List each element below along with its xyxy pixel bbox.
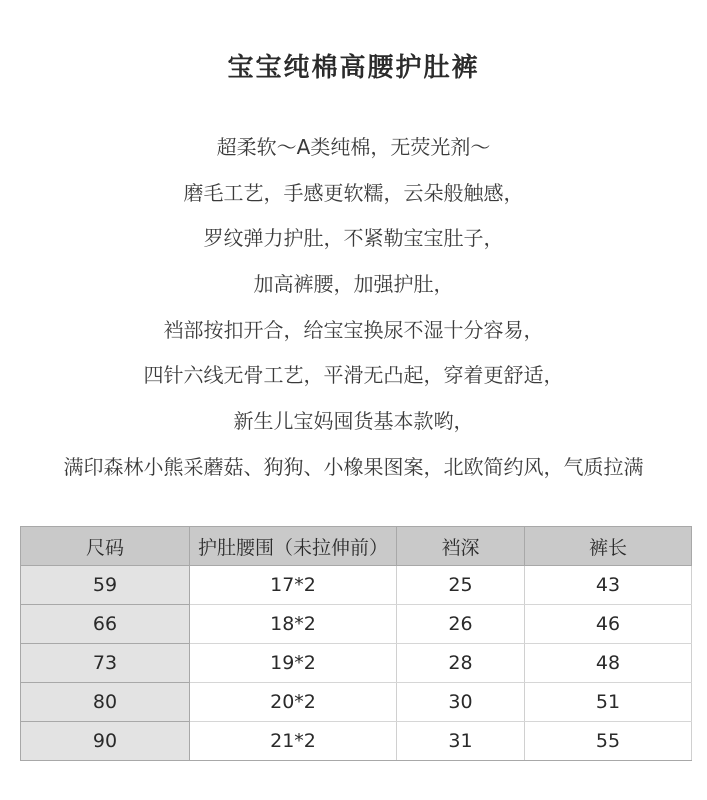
crotch-depth-cell: 25	[397, 566, 525, 605]
size-cell: 66	[21, 605, 190, 644]
size-cell: 59	[21, 566, 190, 605]
description-line: 加高裤腰，加强护肚，	[253, 272, 454, 297]
size-cell: 80	[21, 683, 190, 722]
header-pants-length: 裤长	[525, 527, 692, 566]
page-title: 宝宝纯棉高腰护肚裤	[227, 53, 480, 83]
header-waist: 护肚腰围（未拉伸前）	[190, 527, 397, 566]
pants-length-cell: 46	[525, 605, 692, 644]
description-line: 满印森林小熊采蘑菇、狗狗、小橡果图案，北欧简约风，气质拉满	[63, 454, 644, 479]
waist-cell: 20*2	[190, 683, 397, 722]
crotch-depth-cell: 30	[397, 683, 525, 722]
pants-length-cell: 55	[525, 722, 692, 761]
header-size: 尺码	[21, 527, 190, 566]
header-crotch-depth: 裆深	[397, 527, 525, 566]
table-row	[21, 644, 692, 683]
description-line: 裆部按扣开合，给宝宝换尿不湿十分容易，	[163, 317, 544, 342]
description-line: 罗纹弹力护肚，不紧勒宝宝肚子，	[203, 226, 504, 251]
table-row	[21, 722, 692, 761]
waist-cell: 18*2	[190, 605, 397, 644]
size-cell: 90	[21, 722, 190, 761]
waist-cell: 17*2	[190, 566, 397, 605]
crotch-depth-cell: 28	[397, 644, 525, 683]
crotch-depth-cell: 26	[397, 605, 525, 644]
table-header-row	[21, 527, 692, 566]
description-line: 四针六线无骨工艺，平滑无凸起，穿着更舒适，	[143, 363, 564, 388]
product-description	[0, 125, 707, 491]
description-line: 新生儿宝妈囤货基本款哟，	[233, 409, 474, 434]
table-row	[21, 566, 692, 605]
description-line: 磨毛工艺，手感更软糯，云朵般触感，	[183, 180, 524, 205]
size-chart-table	[20, 526, 692, 761]
pants-length-cell: 43	[525, 566, 692, 605]
table-row	[21, 683, 692, 722]
table-row	[21, 605, 692, 644]
crotch-depth-cell: 31	[397, 722, 525, 761]
waist-cell: 21*2	[190, 722, 397, 761]
pants-length-cell: 51	[525, 683, 692, 722]
pants-length-cell: 48	[525, 644, 692, 683]
size-cell: 73	[21, 644, 190, 683]
waist-cell: 19*2	[190, 644, 397, 683]
description-line: 超柔软～A类纯棉，无荧光剂～	[216, 135, 491, 159]
